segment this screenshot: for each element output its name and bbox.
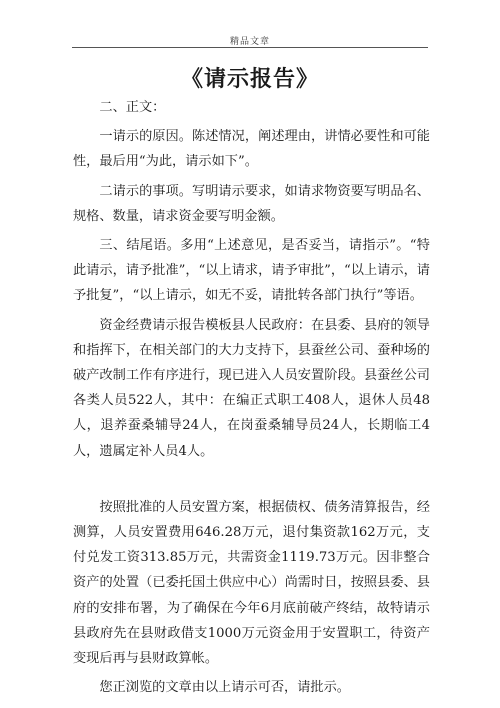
document-body	[73, 95, 430, 704]
header-divider	[72, 47, 428, 48]
document-title: 《请示报告》	[180, 66, 319, 92]
paragraph-closing: 三、结尾语。多用“上述意见，是否妥当，请指示”。“特此请示，请予批准”，“以上请求，请予审批”，“以上请示，请予批复”，“以上请示，如无不妥，请批转各部门执行”等语。	[73, 238, 430, 304]
paragraph-reason: 一请示的原因。陈述情况，阐述理由，讲情必要性和可能性，最后用“为此，请示如下”。	[73, 129, 430, 170]
paragraph-matters: 二请示的事项。写明请示要求，如请求物资要写明品名、规格、数量，请求资金要写明金额。	[73, 183, 430, 224]
running-header: 精品文章	[229, 37, 270, 47]
paragraph-section-heading: 二、正文：	[99, 100, 166, 115]
paragraph-funding-request: 按照批准的人员安置方案，根据债权、债务清算报告，经测算，人员安置费用646.28万元，退付集资款162万元，支付兑发工资313.85万元，共需资金1119.73万元。因非整合资产的处置（已委托国土供应中心）尚需时日，按照县委、县府的安排布署，为了确保在今年6月底前破产终结，故特请示县政府先在县财政借支1000万元资金用于安置职工，待资产变现后再与县财政算帐。	[73, 499, 430, 667]
paragraph-template-example: 资金经费请示报告模板县人民政府：在县委、县府的领导和指挥下，在相关部门的大力支持下，县蚕丝公司、蚕种场的破产改制工作有序进行，现已进入人员安置阶段。县蚕丝公司各类人员522人，其中：在编正式职工408人，退休人员48人，退养蚕桑辅导24人，在岗蚕桑辅导员24人，长期临工4人，遗属定补人员4人。	[73, 317, 430, 459]
paragraph-final: 您正浏览的文章由以上请示可否，请批示。	[99, 680, 350, 696]
